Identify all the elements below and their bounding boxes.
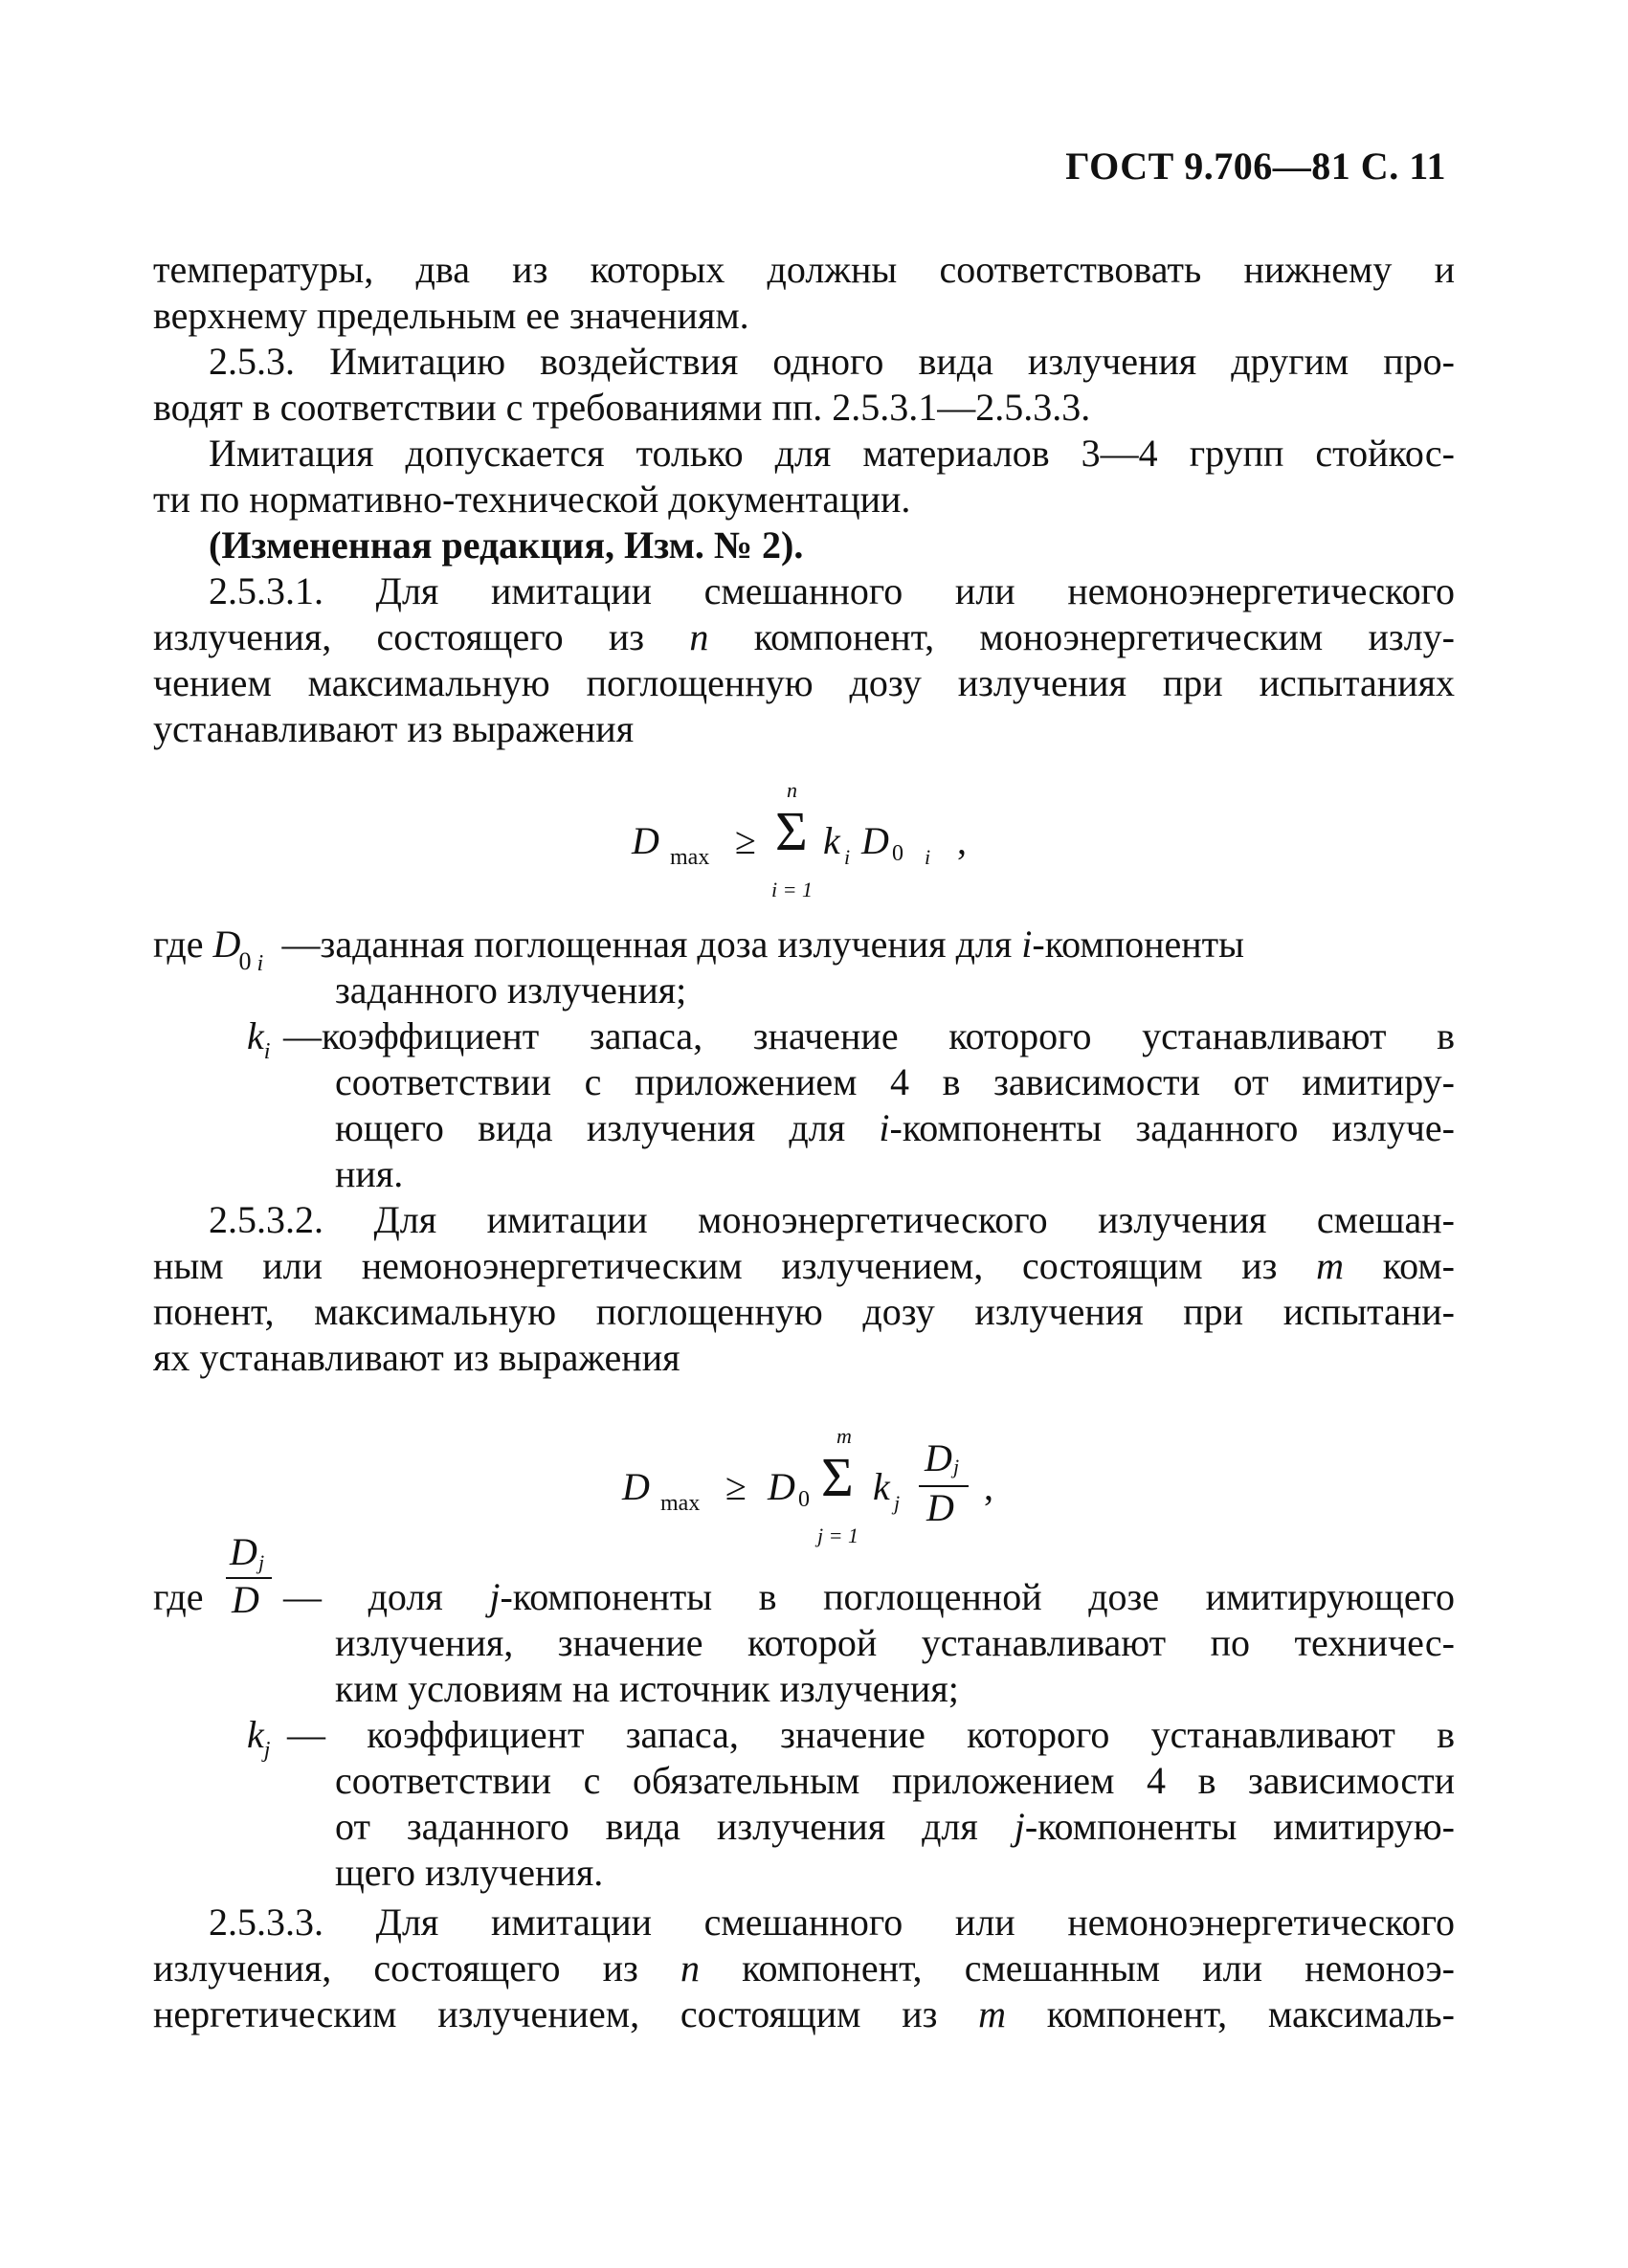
text-line: излучения, состоящего из n компонент, смешанным или немоноэ- <box>153 1946 1456 1990</box>
definition-line: — коэффициент запаса, значение которого устанавливают в <box>287 1713 1455 1756</box>
formula-1: D max ≥ n Σ i = 1 k i D 0 i , <box>632 778 967 901</box>
amendment-note: (Измененная редакция, Изм. № 2). <box>209 523 804 567</box>
text-line: устанавливают из выражения <box>153 707 635 750</box>
page-header: ГОСТ 9.706—81 С. 11 <box>1065 145 1446 188</box>
definition-line: соответствии с приложением 4 в зависимости от имитиру- <box>335 1060 1455 1103</box>
text-line: температуры, два из которых должны соответствовать нижнему и <box>153 248 1455 291</box>
formula-2: D max ≥ D 0 m Σ j = 1 k j D j D , <box>622 1424 993 1547</box>
definition-line: излучения, значение которой устанавливают по техничес- <box>335 1621 1455 1664</box>
definition-line: соответствии с обязательным приложением 4 в зависимости <box>335 1759 1455 1802</box>
text-line: ях устанавливают из выражения <box>153 1336 680 1379</box>
definition-line: заданного излучения; <box>335 968 687 1012</box>
text-line: верхнему предельным ее значениям. <box>153 294 749 337</box>
symbol-ki: $k_i$ <box>247 1014 271 1064</box>
definition-line: ния. <box>335 1152 404 1195</box>
text-line: излучения, состоящего из n компонент, моноэнергетическим излу- <box>153 615 1456 658</box>
definition-line: — доля j-компоненты в поглощенной дозе имитирующего <box>283 1575 1456 1618</box>
definition-line: ким условиям на источник излучения; <box>335 1667 959 1710</box>
text-line: 2.5.3. Имитацию воздействия одного вида излучения другим про- <box>209 340 1455 383</box>
definition-line: где D 0 i —заданная поглощенная доза излучения для i-компоненты <box>153 923 1245 976</box>
definition-line: от заданного вида излучения для j-компоненты имитирую- <box>335 1805 1455 1848</box>
text-line: где <box>153 1575 204 1618</box>
symbol-D0i: D 0 i <box>212 923 264 976</box>
text-line: Имитация допускается только для материалов 3—4 групп стойкос- <box>209 432 1455 475</box>
text-line: нергетическим излучением, состоящим из m компонент, максималь- <box>153 1992 1455 2035</box>
definition-line: щего излучения. <box>335 1851 604 1894</box>
text-line: водят в соответствии с требованиями пп. 2.5.3.1—2.5.3.3. <box>153 386 1091 429</box>
definition-line: ющего вида излучения для i-компоненты заданного излуче- <box>335 1106 1455 1149</box>
definition-line: —коэффициент запаса, значение которого устанавливают в <box>283 1014 1455 1057</box>
text-line: ным или немоноэнергетическим излучением, состоящим из m ком- <box>153 1244 1455 1287</box>
text-line: ти по нормативно-технической документации. <box>153 478 911 521</box>
text-line: 2.5.3.3. Для имитации смешанного или немоноэнергетического <box>209 1901 1455 1944</box>
symbol-kj: $k_j$ <box>247 1713 271 1763</box>
text-line: 2.5.3.1. Для имитации смешанного или немоноэнергетического <box>209 569 1455 612</box>
symbol-Dj-over-D: D j D <box>222 1529 279 1634</box>
text-line: 2.5.3.2. Для имитации моноэнергетического излучения смешан- <box>209 1198 1455 1241</box>
text-line: понент, максимальную поглощенную дозу излучения при испытани- <box>153 1290 1455 1333</box>
text-line: чением максимальную поглощенную дозу излучения при испытаниях <box>153 661 1455 704</box>
